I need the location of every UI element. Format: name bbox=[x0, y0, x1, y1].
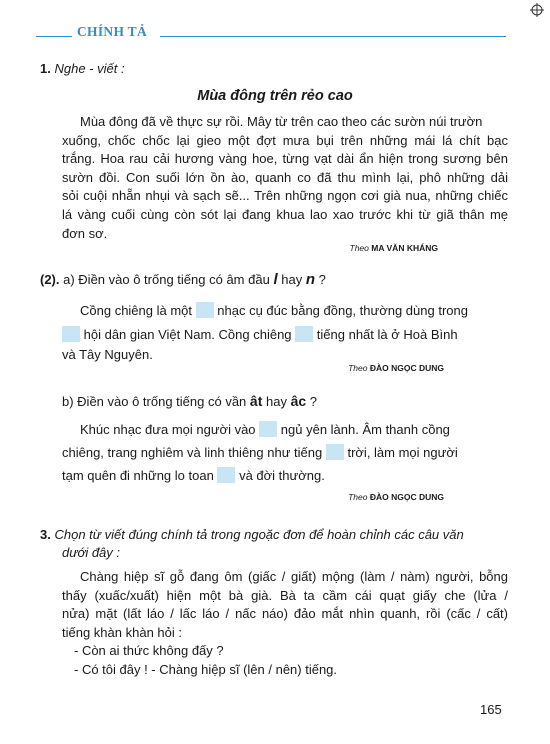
ex2a-text: và Tây Nguyên. bbox=[62, 347, 153, 362]
ex2a-source bbox=[250, 363, 444, 373]
source-author: ĐÀO NGỌC DUNG bbox=[369, 492, 444, 502]
ex2b-heading bbox=[62, 392, 317, 412]
ex3-line: Chàng hiệp sĩ gỗ đang ôm (giấc / giất) mộng (làm / nàm) người, bỗng bbox=[80, 569, 508, 584]
ex1-line: trắng. Hoa rau cải hương vàng hoe, từng vạt dài ẩn hiện trong sương bên bbox=[62, 151, 508, 167]
ex2b-text: ngủ yên lành. Âm thanh cồng bbox=[280, 422, 450, 437]
ex3-line: - Còn ai thức không đấy ? bbox=[74, 643, 224, 659]
ex1-line: sườn đồi. Con suối lớn ồn ào, quanh co đã thu mình lại, phô những dải bbox=[62, 169, 508, 185]
ex1-passage-body bbox=[62, 132, 508, 244]
page-number: 165 bbox=[480, 702, 502, 717]
ex2b-rhyme-at: ât bbox=[249, 393, 263, 409]
ex1-instruction: Nghe - viết : bbox=[54, 61, 125, 76]
ex2a-text: nhạc cụ đúc bằng đồng, thường dùng trong bbox=[217, 303, 468, 318]
ex3-line: tiếng khàn khàn hỏi : bbox=[62, 624, 182, 640]
ex2b-text: tạm quên đi những lo toan bbox=[62, 468, 214, 483]
ex1-source bbox=[250, 243, 438, 253]
source-theo: Theo bbox=[348, 363, 368, 373]
blank-box[interactable] bbox=[62, 326, 80, 342]
ex3-line: thấy (xuấc/xuất) hiện một bà già. Bà ta cầm cái quạt giấy che (lửa / bbox=[62, 587, 508, 603]
source-author: ĐÀO NGỌC DUNG bbox=[369, 363, 444, 373]
blank-box[interactable] bbox=[259, 421, 277, 437]
ex3-heading bbox=[40, 526, 510, 545]
ex2b-line2 bbox=[62, 444, 458, 463]
ex3-line: - Có tôi đây ! - Chàng hiệp sĩ (lên / nên) tiếng. bbox=[74, 661, 338, 677]
ex2a-line3 bbox=[62, 346, 153, 365]
ex2a-instruction: a) Điền vào ô trống tiếng có âm đầu bbox=[63, 272, 270, 287]
ex1-line: đơn sơ. bbox=[62, 225, 108, 241]
blank-box[interactable] bbox=[196, 302, 214, 318]
ex2b-hay: hay bbox=[265, 394, 287, 409]
ex2a-letter-n: n bbox=[305, 271, 315, 288]
ex1-passage bbox=[62, 113, 508, 132]
blank-box[interactable] bbox=[295, 326, 313, 342]
ex2b-text: trời, làm mọi người bbox=[347, 445, 458, 460]
ex3-number: 3. bbox=[40, 527, 51, 542]
ex3-instruction: Chọn từ viết đúng chính tả trong ngoặc đơn để hoàn chỉnh các câu văn bbox=[54, 527, 464, 542]
blank-box[interactable] bbox=[326, 444, 344, 460]
ex1-line: Mùa đông đã về thực sự rồi. Mây từ trên cao theo các sườn núi trườn bbox=[80, 114, 483, 129]
ex3-line: nửa) mặt (lất láo / lấc láo / nấc náo) đảo mắt nhìn quanh, rồi (cấc / cất) bbox=[62, 606, 508, 622]
ex1-line: sỏi cuội nhẵn nhụi và sạch sẽ... Trên những ngọn cơi già nua, những chiếc bbox=[62, 188, 508, 204]
source-theo: Theo bbox=[348, 492, 368, 502]
ex2a-line2 bbox=[62, 326, 458, 345]
registration-mark-icon bbox=[530, 3, 544, 17]
ex2a-text: tiếng nhất là ở Hoà Bình bbox=[316, 327, 458, 342]
ex2-number: (2). bbox=[40, 272, 60, 287]
ex2a-question: ? bbox=[318, 272, 326, 287]
ex3-instruction-cont: dưới đây : bbox=[62, 545, 121, 560]
ex3-passage bbox=[62, 568, 508, 680]
ex2a-text: Cồng chiêng là một bbox=[80, 303, 193, 318]
ex1-heading bbox=[40, 60, 125, 79]
source-theo: Theo bbox=[349, 243, 369, 253]
ex2b-instruction: b) Điền vào ô trống tiếng có vần bbox=[62, 394, 247, 409]
ex2b-text: Khúc nhạc đưa mọi người vào bbox=[80, 422, 256, 437]
ex2a-text: hội dân gian Việt Nam. Cồng chiêng bbox=[83, 327, 292, 342]
blank-box[interactable] bbox=[217, 467, 235, 483]
ex2b-question: ? bbox=[309, 394, 318, 409]
ex2a-letter-l: l bbox=[273, 271, 278, 288]
ex2b-source bbox=[250, 492, 444, 502]
ex2b-text: chiêng, trang nghiêm và linh thiêng như tiếng bbox=[62, 445, 323, 460]
source-author: MA VĂN KHÁNG bbox=[371, 243, 438, 253]
ex2b-text: và đời thường. bbox=[239, 468, 325, 483]
ex2a-hay: hay bbox=[281, 272, 303, 287]
ex1-number: 1. bbox=[40, 61, 51, 76]
ex1-title: Mùa đông trên rẻo cao bbox=[197, 88, 353, 104]
header-rule-right bbox=[160, 36, 506, 37]
section-title: CHÍNH TẢ bbox=[77, 24, 148, 39]
ex2b-line3 bbox=[62, 467, 325, 486]
ex1-line: lá vàng cuối cùng còn sót lại đang khua lao xao trước khi từ giã thân mẹ bbox=[62, 206, 508, 222]
ex2a-line1 bbox=[80, 302, 468, 321]
ex1-line: xuống, chốc chốc lại gieo một đợt mưa bụi trên những mái lá chít bạc bbox=[62, 132, 508, 148]
ex2b-rhyme-ac: âc bbox=[290, 393, 307, 409]
header-rule-left bbox=[36, 36, 72, 37]
ex2a-heading bbox=[40, 271, 326, 290]
ex2b-line1 bbox=[80, 421, 450, 440]
